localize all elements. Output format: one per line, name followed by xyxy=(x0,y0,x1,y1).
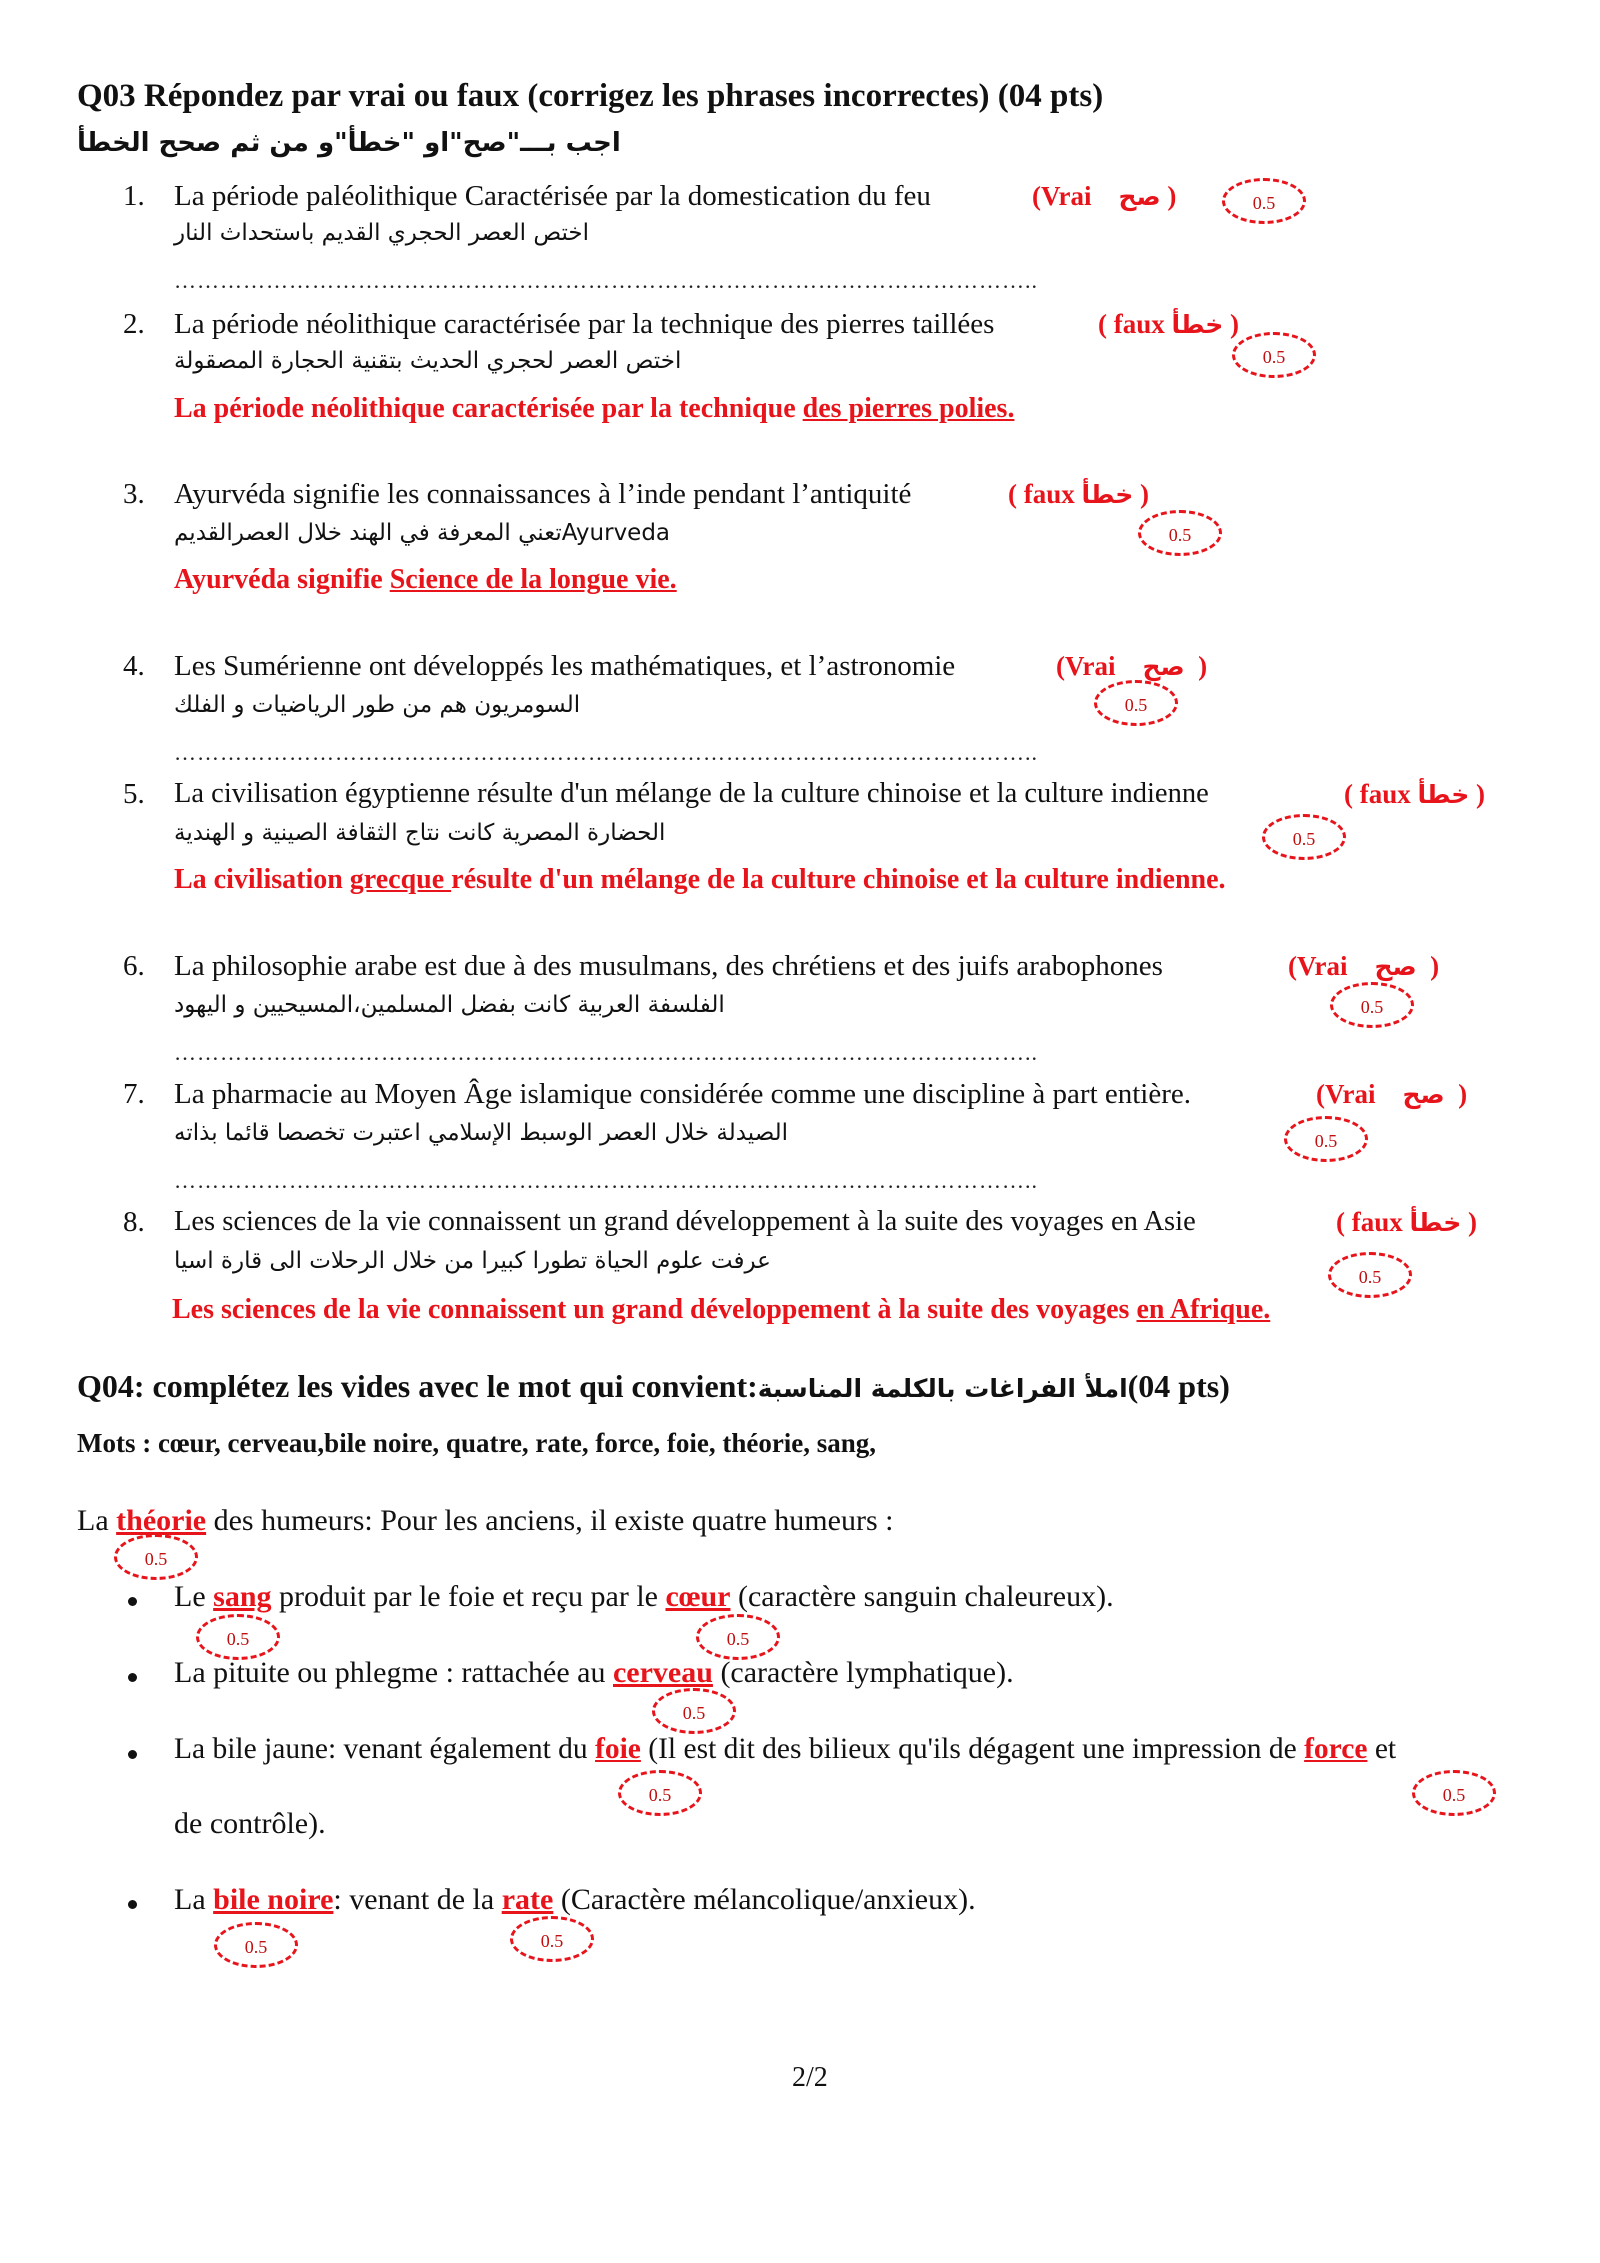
item-answer: ( faux خطأ ) xyxy=(1008,479,1150,509)
item-answer: ( faux خطأ ) xyxy=(1344,779,1486,809)
bullet-icon xyxy=(128,1673,137,1682)
score-circle: 0.5 xyxy=(1138,510,1222,556)
item-statement: Les Sumérienne ont développés les mathématiques, et l’astronomie xyxy=(174,650,956,682)
score-circle: 0.5 xyxy=(114,1534,198,1580)
item-statement: Les sciences de la vie connaissent un grand développement à la suite des voyages en Asie xyxy=(174,1206,1196,1237)
item-answer: ( faux خطأ ) xyxy=(1098,309,1240,339)
page-number: 2/2 xyxy=(792,2062,828,2093)
item-number: 5. xyxy=(123,778,145,810)
item-correction: La période néolithique caractérisée par la technique des pierres polies. xyxy=(174,393,1015,424)
item-arabic: اختص العصر لحجري الحديث بتقنية الحجارة المصقولة xyxy=(174,348,682,374)
score-circle: 0.5 xyxy=(1262,814,1346,860)
score-circle: 0.5 xyxy=(618,1770,702,1816)
item-answer: (Vrai صح ) xyxy=(1056,651,1208,681)
item-number: 1. xyxy=(123,180,145,212)
score-circle: 0.5 xyxy=(214,1922,298,1968)
item-statement: La philosophie arabe est due à des musulmans, des chrétiens et des juifs arabophones xyxy=(174,950,1163,982)
item-arabic: عرفت علوم الحياة تطورا كبيرا من خلال الرحلات الى قارة اسيا xyxy=(174,1248,771,1274)
item-statement: La période néolithique caractérisée par la technique des pierres taillées xyxy=(174,308,995,340)
item-statement: Ayurvéda signifie les connaissances à l’inde pendant l’antiquité xyxy=(174,478,912,510)
score-circle: 0.5 xyxy=(1330,982,1414,1028)
item-correction: Les sciences de la vie connaissent un grand développement à la suite des voyages en Afrique. xyxy=(172,1294,1271,1325)
answer-dots: ………………………………………………………………………………………………….. xyxy=(174,268,1038,293)
score-circle: 0.5 xyxy=(1094,680,1178,726)
item-number: 2. xyxy=(123,308,145,340)
item-number: 7. xyxy=(123,1078,145,1110)
item-number: 4. xyxy=(123,650,145,682)
fill-answer: cœur xyxy=(665,1580,731,1613)
item-answer: (Vrai صح ) xyxy=(1032,181,1177,211)
score-circle: 0.5 xyxy=(1232,332,1316,378)
item-arabic: الصيدلة خلال العصر الوسبط الإسلامي اعتبرت تخصصا قائما بذاته xyxy=(174,1120,789,1146)
bullet-icon xyxy=(128,1900,137,1909)
word-bank: Mots : cœur, cerveau,bile noire, quatre, rate, force, foie, théorie, sang, xyxy=(77,1428,877,1458)
fill-answer: foie xyxy=(595,1733,641,1765)
score-circle: 0.5 xyxy=(1222,178,1306,224)
q03-arabic-title: اجب بـــ"صح"او "خطأ"و من ثم صحح الخطأ xyxy=(77,128,621,158)
item-number: 8. xyxy=(123,1206,145,1238)
item-arabic: الحضارة المصرية كانت نتاج الثقافة الصينية و الهندية xyxy=(174,820,666,846)
score-circle: 0.5 xyxy=(696,1614,780,1660)
score-circle: 0.5 xyxy=(652,1688,736,1734)
item-arabic: الفلسفة العربية كانت بفضل المسلمين،المسيحيين و اليهود xyxy=(174,992,725,1018)
item-answer: (Vrai صح ) xyxy=(1288,951,1440,981)
fill-answer: théorie xyxy=(116,1504,207,1537)
item-arabic: اختص العصر الحجري القديم باستحداث النار xyxy=(174,220,590,246)
item-statement: La période paléolithique Caractérisée par la domestication du feu xyxy=(174,180,931,212)
intro-sentence: La théorie des humeurs: Pour les anciens, il existe quatre humeurs : xyxy=(77,1504,894,1537)
item-arabic: Ayurvedaتعني المعرفة في الهند خلال العصرالقديم xyxy=(174,520,671,546)
bullet-icon xyxy=(128,1597,137,1606)
answer-dots: ………………………………………………………………………………………………….. xyxy=(174,740,1038,765)
item-statement: La civilisation égyptienne résulte d'un mélange de la culture chinoise et la culture indienne xyxy=(174,778,1209,809)
score-circle: 0.5 xyxy=(510,1916,594,1962)
answer-dots: ………………………………………………………………………………………………….. xyxy=(174,1040,1038,1065)
item-answer: (Vrai صح ) xyxy=(1316,1079,1468,1109)
q04-title: Q04: complétez les vides avec le mot qui convient:املأ الفراغات بالكلمة المناسبة(04 pts) xyxy=(77,1368,1230,1404)
bullet-sentence: La pituite ou phlegme : rattachée au cerveau (caractère lymphatique). xyxy=(174,1656,1014,1689)
fill-answer: sang xyxy=(213,1580,272,1613)
bullet-sentence-continued: de contrôle). xyxy=(174,1807,326,1840)
item-statement: La pharmacie au Moyen Âge islamique considérée comme une discipline à part entière. xyxy=(174,1078,1192,1110)
q03-title: Q03 Répondez par vrai ou faux (corrigez les phrases incorrectes) (04 pts) xyxy=(77,78,1104,114)
bullet-sentence: La bile jaune: venant également du foie (Il est dit des bilieux qu'ils dégagent une impression de force et xyxy=(174,1733,1397,1765)
item-arabic: السومريون هم من طور الرياضيات و الفلك xyxy=(174,692,581,718)
score-circle: 0.5 xyxy=(1284,1116,1368,1162)
fill-answer: bile noire xyxy=(213,1883,334,1916)
item-answer: ( faux خطأ ) xyxy=(1336,1207,1478,1237)
bullet-sentence: La bile noire: venant de la rate (Caractère mélancolique/anxieux). xyxy=(174,1883,976,1916)
item-correction: Ayurvéda signifie Science de la longue vie. xyxy=(174,564,677,595)
fill-answer: rate xyxy=(501,1883,554,1916)
item-correction: La civilisation grecque résulte d'un mélange de la culture chinoise et la culture indienne. xyxy=(174,864,1226,895)
item-number: 6. xyxy=(123,950,145,982)
answer-dots: ………………………………………………………………………………………………….. xyxy=(174,1168,1038,1193)
score-circle: 0.5 xyxy=(1412,1770,1496,1816)
bullet-icon xyxy=(128,1750,137,1759)
fill-answer: force xyxy=(1304,1733,1368,1765)
score-circle: 0.5 xyxy=(196,1614,280,1660)
fill-answer: cerveau xyxy=(612,1656,713,1689)
bullet-sentence: Le sang produit par le foie et reçu par le cœur (caractère sanguin chaleureux). xyxy=(174,1580,1114,1613)
score-circle: 0.5 xyxy=(1328,1252,1412,1298)
item-number: 3. xyxy=(123,478,145,510)
